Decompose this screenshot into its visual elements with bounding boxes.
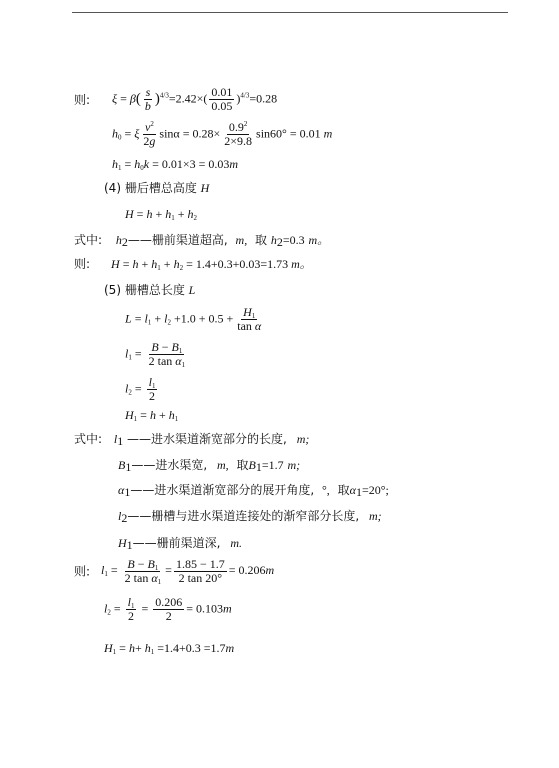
result-l1: 则: $l_1$ = $\frac{B - B_1}{2 \tan \alpha_1}$ = $\frac{1.85 - 1.7}{2 \tan 20^\circ}$ = 0.206m	[74, 557, 275, 586]
header-rule	[72, 12, 508, 13]
h2-desc: ——栅前渠道超高,	[127, 233, 228, 247]
l1-value: = 0.206	[228, 563, 266, 578]
label-ze-3: 则:	[74, 564, 91, 579]
alpha1-value: =20°;	[361, 483, 389, 497]
result-H: 则: $H = h + h_1 + h_2 = 1.4+0.3+0.03=1.73$ m。	[74, 257, 312, 272]
h0-numerator: 0.9	[228, 120, 244, 134]
h2-unit: m,	[235, 233, 248, 247]
h2-take: 取	[255, 233, 268, 247]
l1-result-unit: m	[265, 563, 275, 578]
xi-coefficient: =2.42×(	[168, 91, 208, 106]
xi-numerator: 0.01	[211, 85, 233, 99]
H1-desc: ——栅前渠道深,	[132, 536, 221, 550]
definition-H1: $H_1——$栅前渠道深, m.	[118, 536, 242, 552]
alpha1-desc: ——进水渠道渐宽部分的展开角度,	[130, 483, 315, 497]
formula-H1: $H_1 = h + h_1$	[125, 408, 179, 423]
definition-l2: $l_2——$栅槽与进水渠道连接处的渐窄部分长度, m;	[118, 509, 382, 525]
B1-unit: m,	[217, 458, 229, 472]
definition-B1: $B_1——$进水渠宽, m, 取$B_1=1.7$ m;	[118, 458, 301, 474]
B1-value: =1.7	[261, 458, 284, 472]
xi-exponent: 4/3	[240, 91, 250, 100]
l1-denominator: 2 tan 20°	[178, 571, 223, 585]
label-shizhong-2: 式中:	[74, 432, 103, 446]
h1-result: = 0.01×3 = 0.03	[152, 157, 230, 171]
B1-end: m;	[287, 458, 301, 472]
section-4-var: H	[200, 181, 210, 195]
H1-value: =1.4+0.3 =1.7	[157, 641, 226, 655]
formula-L: $L = l_1 + l_2 +1.0 + 0.5$ + $\frac{H_1}{\text{tan α}}$	[125, 305, 262, 333]
B1-take: 取	[236, 458, 249, 472]
l2-denominator: 2	[165, 609, 172, 623]
alpha1-unit: °,	[321, 483, 330, 497]
h2-value: =0.3	[282, 233, 305, 247]
label-ze-1: 则:	[74, 93, 91, 107]
xi-denominator: 0.05	[211, 99, 233, 113]
H-total: = 1.4+0.3+0.03=1.73	[186, 257, 289, 271]
l2-value: = 0.103	[186, 601, 224, 616]
label-shizhong-1: 式中:	[74, 233, 103, 247]
h0-unit: m	[323, 126, 333, 141]
formula-l2: $l_2$ = $\frac{l_1}{2}$	[125, 375, 156, 403]
alpha1-take: 取	[337, 483, 350, 497]
H-unit: m。	[291, 257, 312, 271]
h0-denominator: 2×9.8	[224, 134, 253, 148]
formula-h1: $h_1 = h_0k = 0.01\times 3 = 0.03m$	[112, 157, 239, 172]
l2-result-unit: m	[223, 601, 232, 616]
formula-l1: $l_1$ = $\frac{B - B_1}{2 \tan \alpha_1}$	[125, 340, 186, 369]
section-4-title: (4) 栅后槽总高度	[104, 181, 197, 195]
l2-unit: m;	[369, 509, 382, 523]
H1-unit: m.	[230, 536, 242, 550]
formula-H: $H = h + h_1 + h_2$	[125, 207, 198, 222]
h0-result: sin60° = 0.01	[256, 126, 321, 141]
l2-desc: ——栅槽与进水渠道连接处的渐窄部分长度,	[127, 509, 360, 523]
section-5-var: L	[188, 283, 196, 297]
definition-h2: 式中: $h_2——$栅前渠道超高, m, 取 $h_2=0.3$ m。	[74, 233, 330, 249]
h1-unit: m	[229, 157, 239, 171]
B1-desc: ——进水渠宽,	[131, 458, 208, 472]
h0-middle: sinα = 0.28×	[159, 126, 221, 141]
definition-alpha1: $\alpha_1——$进水渠道渐宽部分的展开角度, °, 取$\alpha_1=20^\circ$;	[118, 483, 389, 499]
l1-unit: m;	[296, 432, 310, 446]
l1-desc: ——进水渠道渐宽部分的长度,	[127, 432, 287, 446]
xi-result: =0.28	[249, 91, 278, 106]
section-5-title: (5) 栅槽总长度	[104, 283, 185, 297]
formula-xi: ξ = β( $\frac{s}{b}$ )$^{4/3}$=2.42×( $\frac{0.01}{0.05}$ )$^{4/3}$=0.28	[112, 85, 278, 113]
label-ze-2: 则:	[74, 257, 91, 271]
h2-end: m。	[308, 233, 330, 247]
l1-numerator: 1.85 − 1.7	[175, 557, 225, 571]
formula-h0: $h_0 = \xi$ $\frac{v^2}{2g}$ sinα = 0.28× $\frac{0.9^2}{2\times 9.8}$ sin60° = 0.01 m	[112, 120, 333, 148]
section-5-heading	[104, 284, 195, 296]
H1-result-unit: m	[225, 641, 235, 655]
definition-l1: 式中: $l_1$ ——进水渠道渐宽部分的长度, m;	[74, 432, 310, 448]
section-4-heading	[104, 182, 209, 194]
L-sum: +1.0 + 0.5 +	[173, 311, 234, 326]
result-l2: $l_2$ = $\frac{l_1}{2}$ = $\frac{0.206}{2}$ = 0.103m	[104, 595, 232, 623]
result-H1: $H_1 = h+ h_1 =1.4+0.3 =1.7m$	[104, 641, 235, 656]
l2-numerator: 0.206	[155, 595, 183, 609]
